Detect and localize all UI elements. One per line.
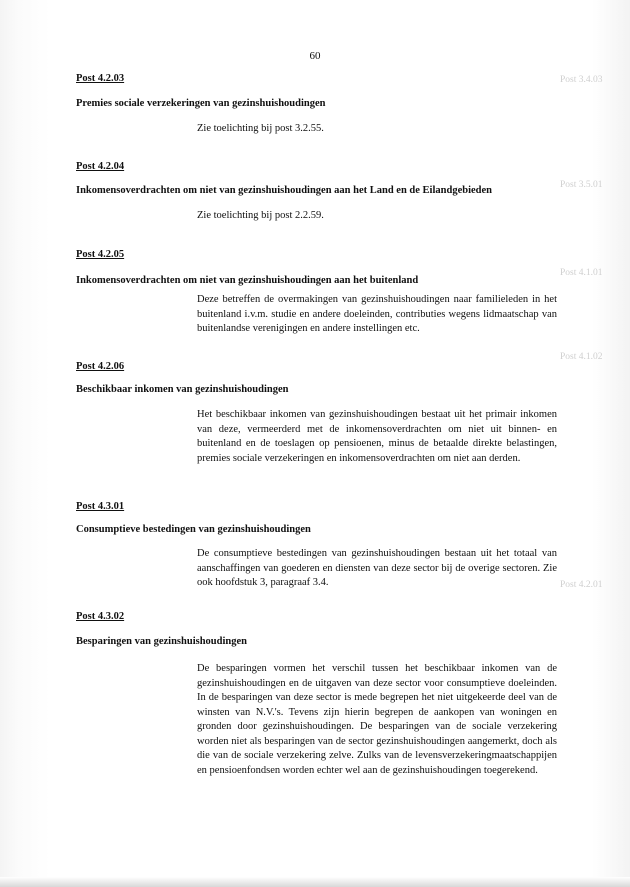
post-text: Deze betreffen de overmakingen van gezinshuishoudingen naar familieleden in het buitenland i.v.m. studie en andere doeleinden, contributies wegens lidmaatschap van buitenlandse verenigingen en andere instellingen etc. (197, 294, 557, 334)
post-code: Post 4.2.03 (76, 73, 125, 84)
post-text: Zie toelichting bij post 2.2.59. (197, 210, 324, 221)
post-text: De consumptieve bestedingen van gezinshuishoudingen bestaan uit het totaal van aanschaffingen van goederen en diensten van deze sector bij de overige sectoren. Zie ook hoofdstuk 3, paragraaf 3.4. (197, 548, 557, 588)
post-title: Besparingen van gezinshuishoudingen (76, 636, 247, 647)
show-through: Post 4.2.01 (560, 580, 603, 590)
page-number: 60 (309, 50, 321, 62)
post-text: Zie toelichting bij post 3.2.55. (197, 123, 324, 134)
show-through: Post 3.4.03 (560, 75, 603, 85)
post-title: Inkomensoverdrachten om niet van gezinshuishoudingen aan het buitenland (76, 275, 419, 286)
show-through: Post 4.1.01 (560, 268, 603, 278)
post-code: Post 4.3.01 (76, 501, 125, 512)
post-title: Consumptieve bestedingen van gezinshuishoudingen (76, 524, 311, 535)
post-title: Beschikbaar inkomen van gezinshuishoudingen (76, 384, 289, 395)
post-title: Premies sociale verzekeringen van gezinshuishoudingen (76, 98, 326, 109)
post-text: Het beschikbaar inkomen van gezinshuishoudingen bestaat uit het primair inkomen van deze, vermeerderd met de inkomensoverdrachten om niet uit binnen- en buitenland en de toeslagen op pensioenen, minus de betaalde direkte belastingen, premies sociale verzekeringen en inkomensoverdrachten om niet aan derden. (197, 409, 557, 464)
post-text: De besparingen vormen het verschil tussen het beschikbaar inkomen van de gezinshuishoudingen en de uitgaven van deze sector voor consumptieve doeleinden. In de besparingen van deze sector is mede begrepen het niet uitgekeerde deel van de winsten van N.V.'s. Tevens zijn hierin begrepen de aankopen van woningen en gronden door gezinshuishoudingen. De besparingen van de sociale verzekering worden niet als besparingen van de sector gezinshuishoudingen aangemerkt, doch als die van de sociale verzekering zelve. Zulks van de levensverzekeringmaatschappijen en pensioenfondsen worden echter wel aan de gezinshuishoudingen toegerekend. (197, 663, 557, 776)
post-code: Post 4.2.06 (76, 361, 125, 372)
page-edge (0, 877, 630, 887)
post-code: Post 4.3.02 (76, 611, 125, 622)
show-through: Post 3.5.01 (560, 180, 603, 190)
show-through: Post 4.1.02 (560, 352, 603, 362)
post-code: Post 4.2.05 (76, 249, 125, 260)
post-title: Inkomensoverdrachten om niet van gezinshuishoudingen aan het Land en de Eilandgebieden (76, 185, 492, 196)
post-code: Post 4.2.04 (76, 161, 125, 172)
